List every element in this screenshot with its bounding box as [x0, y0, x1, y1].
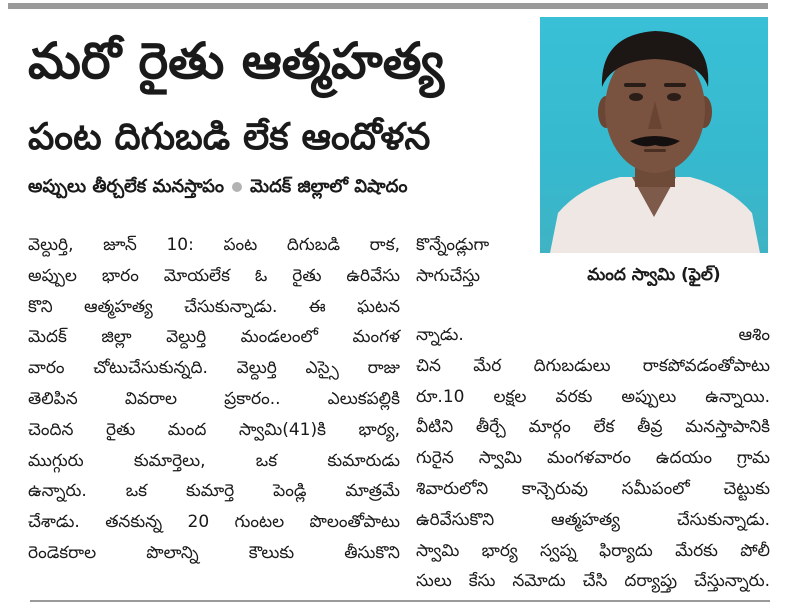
portrait-illustration: [540, 17, 768, 253]
body-line: కొని ఆత్మహత్య చేసుకున్నాడు. ఈ ఘటన: [28, 296, 400, 317]
bottom-divider: [30, 600, 770, 602]
article-column-2-top: [416, 230, 532, 292]
article-column-1: [28, 230, 400, 569]
body-line: స్వామి భార్య స్వప్న ఫిర్యాదు మేరకు పోలీ: [416, 540, 770, 561]
body-line: సాగుచేస్తు: [416, 265, 481, 286]
farmer-photo: [540, 17, 768, 253]
top-divider: [8, 3, 768, 9]
body-line: వెల్దుర్తి, జూన్ 10: పంట దిగుబడి రాక,: [28, 235, 400, 255]
body-line: ముగ్గురు కుమార్తెలు, ఒక కుమారుడు: [28, 450, 400, 471]
body-line: గురైన స్వామి మంగళవారం ఉదయం గ్రామ: [416, 448, 770, 469]
body-line: సులు కేసు నమోదు చేసి దర్యాప్తు చేస్తున్నారు.: [416, 571, 770, 592]
photo-caption: మంద స్వామి (ఫైల్): [587, 265, 721, 285]
body-line: రెండెకరాల పొలాన్ని కౌలుకు తీసుకొని: [28, 542, 400, 563]
body-line: కొన్నేండ్లుగా: [416, 235, 490, 255]
subheadline: పంట దిగుబడి లేక ఆందోళన: [28, 115, 431, 158]
body-line: వారం చోటుచేసుకున్నది. వెల్దుర్తి ఎస్సై రాజు: [28, 358, 400, 379]
body-line: చిన మేర దిగుబడులు రాకపోవడంతోపాటు: [416, 355, 770, 376]
body-line: అప్పుల భారం మోయలేక ఓ రైతు ఉరివేసు: [28, 265, 400, 286]
headline: మరో రైతు ఆత్మహత్య: [28, 32, 445, 90]
body-line: చెందిన రైతు మంద స్వామి(41)కి భార్య,: [28, 419, 400, 440]
article-column-2: [416, 320, 770, 597]
tagline-left: అప్పులు తీర్చలేక మనస్తాపం: [28, 176, 225, 197]
body-line: శివారులోని కాన్చెరువు సమీపంలో చెట్టుకు: [416, 478, 770, 499]
tagline: [28, 172, 538, 202]
tagline-right: మెదక్ జిల్లాలో విషాదం: [250, 176, 408, 197]
body-line: ఉన్నారు. ఒక కుమార్తె పెండ్లి మాత్రమే: [28, 481, 400, 502]
body-line: వీటిని తీర్చే మార్గం లేక తీవ్ర మనస్తాపానికి: [416, 417, 770, 438]
body-line: మెదక్ జిల్లా వెల్దుర్తి మండలంలో మంగళ: [28, 327, 400, 348]
bullet-separator-icon: [232, 182, 242, 192]
body-line: చేశాడు. తనకున్న 20 గుంటల పొలంతోపాటు: [28, 512, 400, 533]
body-line: న్నాడు. ఆశిం: [416, 325, 770, 345]
body-line: తెలిపిన వివరాల ప్రకారం.. ఎలుకపల్లికి: [28, 388, 400, 409]
body-line: ఉరివేసుకొని ఆత్మహత్య చేసుకున్నాడు.: [416, 509, 770, 530]
body-line: రూ.10 లక్షల వరకు అప్పులు ఉన్నాయి.: [416, 386, 770, 407]
